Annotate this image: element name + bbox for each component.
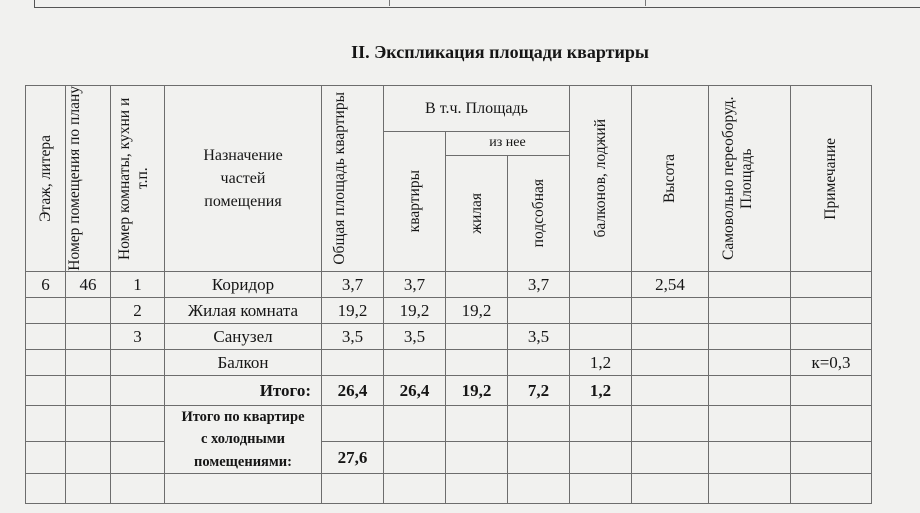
header-including-area: В т.ч. Площадь [384,86,570,132]
table-row: 3 Санузел 3,5 3,5 3,5 [26,324,872,350]
table-row: 2 Жилая комната 19,2 19,2 19,2 [26,298,872,324]
total-area-value: 26,4 [322,376,384,406]
area-explication-table [25,85,872,504]
total-aux-value: 7,2 [508,376,570,406]
header-plan-number: Номер помещения по плану [66,86,111,272]
table-row: 6 46 1 Коридор 3,7 3,7 3,7 2,54 [26,272,872,298]
total-apartment-value: 26,4 [384,376,446,406]
header-balcony: балконов, лоджий [570,86,632,272]
previous-section-frame [34,0,920,8]
page-title: II. Экспликация площади квартиры [351,42,649,62]
total-living-value: 19,2 [446,376,508,406]
header-total-area: Общая площадь квартиры [322,86,384,272]
header-note: Примечание [791,86,872,272]
total-label: Итого: [165,376,322,406]
header-height: Высота [632,86,709,272]
header-living: жилая [446,156,508,272]
header-apartment: квартиры [384,132,446,272]
header-purpose: Назначение частей помещения [165,86,322,272]
table-row: Балкон 1,2 к=0,3 [26,350,872,376]
total-row [26,376,872,406]
header-auxiliary: подсобная [508,156,570,272]
header-room-number: Номер комнаты, кухни и т.п. [111,86,165,272]
header-self-rebuilt: Самовольно переоборуд. Площадь [709,86,791,272]
header-of-which: из нее [446,132,570,156]
cold-total-value: 27,6 [322,442,384,474]
total-balcony-value: 1,2 [570,376,632,406]
cold-total-label: Итого по квартире с холодными помещениями: [165,406,322,474]
header-floor-letter: Этаж, литера [26,86,66,272]
